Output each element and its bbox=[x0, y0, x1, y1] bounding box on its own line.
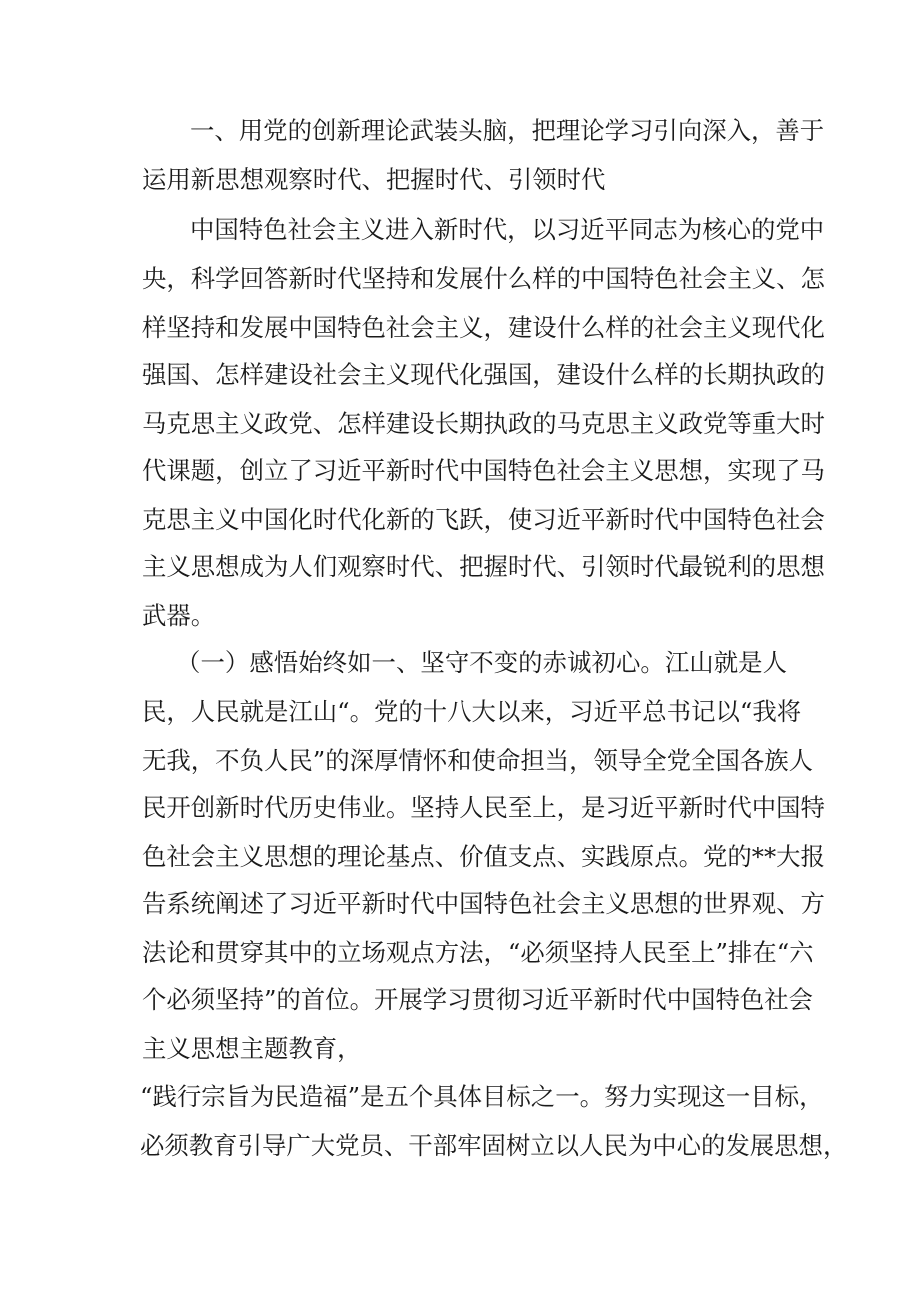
paragraph-1-line-4: 强国、怎样建设社会主义现代化强国，建设什么样的长期执政的 bbox=[142, 360, 825, 389]
paragraph-3-line-2: 必须教育引导广大党员、干部牢固树立以人民为中心的发展思想， bbox=[140, 1131, 848, 1160]
paragraph-2-line-6: 告系统阐述了习近平新时代中国特色社会主义思想的世界观、方 bbox=[142, 889, 825, 918]
section-heading-line-2: 运用新思想观察时代、把握时代、引领时代 bbox=[142, 165, 606, 194]
paragraph-1-line-8: 主义思想成为人们观察时代、把握时代、引领时代最锐利的思想 bbox=[142, 552, 825, 581]
paragraph-1-line-7: 克思主义中国化时代化新的飞跃，使习近平新时代中国特色社会 bbox=[142, 505, 825, 534]
paragraph-3-line-1: “践行宗旨为民造福”是五个具体目标之一。努力实现这一目标， bbox=[140, 1082, 824, 1111]
section-heading-line-1: 一、用党的创新理论武装头脑，把理论学习引向深入，善于 bbox=[190, 116, 825, 145]
paragraph-1-line-3: 样坚持和发展中国特色社会主义，建设什么样的社会主义现代化 bbox=[142, 313, 825, 342]
paragraph-2-line-4: 民开创新时代历史伟业。坚持人民至上，是习近平新时代中国特 bbox=[142, 793, 825, 822]
paragraph-1-line-9: 武器。 bbox=[142, 601, 216, 630]
paragraph-2-line-2: 民，人民就是江山“。党的十八大以来，习近平总书记以“我将 bbox=[142, 697, 802, 726]
paragraph-1-line-6: 代课题，创立了习近平新时代中国特色社会主义思想，实现了马 bbox=[142, 456, 825, 485]
paragraph-2-line-7: 法论和贯穿其中的立场观点方法，“必须坚持人民至上”排在“六 bbox=[142, 938, 814, 967]
paragraph-2-line-1: （一）感悟始终如一、坚守不变的赤诚初心。江山就是人 bbox=[176, 648, 787, 677]
paragraph-1-line-2: 央，科学回答新时代坚持和发展什么样的中国特色社会主义、怎 bbox=[142, 264, 825, 293]
paragraph-1-line-5: 马克思主义政党、怎样建设长期执政的马克思主义政党等重大时 bbox=[142, 409, 825, 438]
paragraph-2-line-8: 个必须坚持”的首位。开展学习贯彻习近平新时代中国特色社会 bbox=[142, 985, 814, 1014]
paragraph-2-line-5: 色社会主义思想的理论基点、价值支点、实践原点。党的**大报 bbox=[142, 842, 825, 871]
paragraph-2-line-9: 主义思想主题教育， bbox=[142, 1034, 362, 1063]
paragraph-1-line-1: 中国特色社会主义进入新时代，以习近平同志为核心的党中 bbox=[190, 215, 825, 244]
paragraph-2-line-3: 无我，不负人民”的深厚情怀和使命担当，领导全党全国各族人 bbox=[142, 746, 814, 775]
